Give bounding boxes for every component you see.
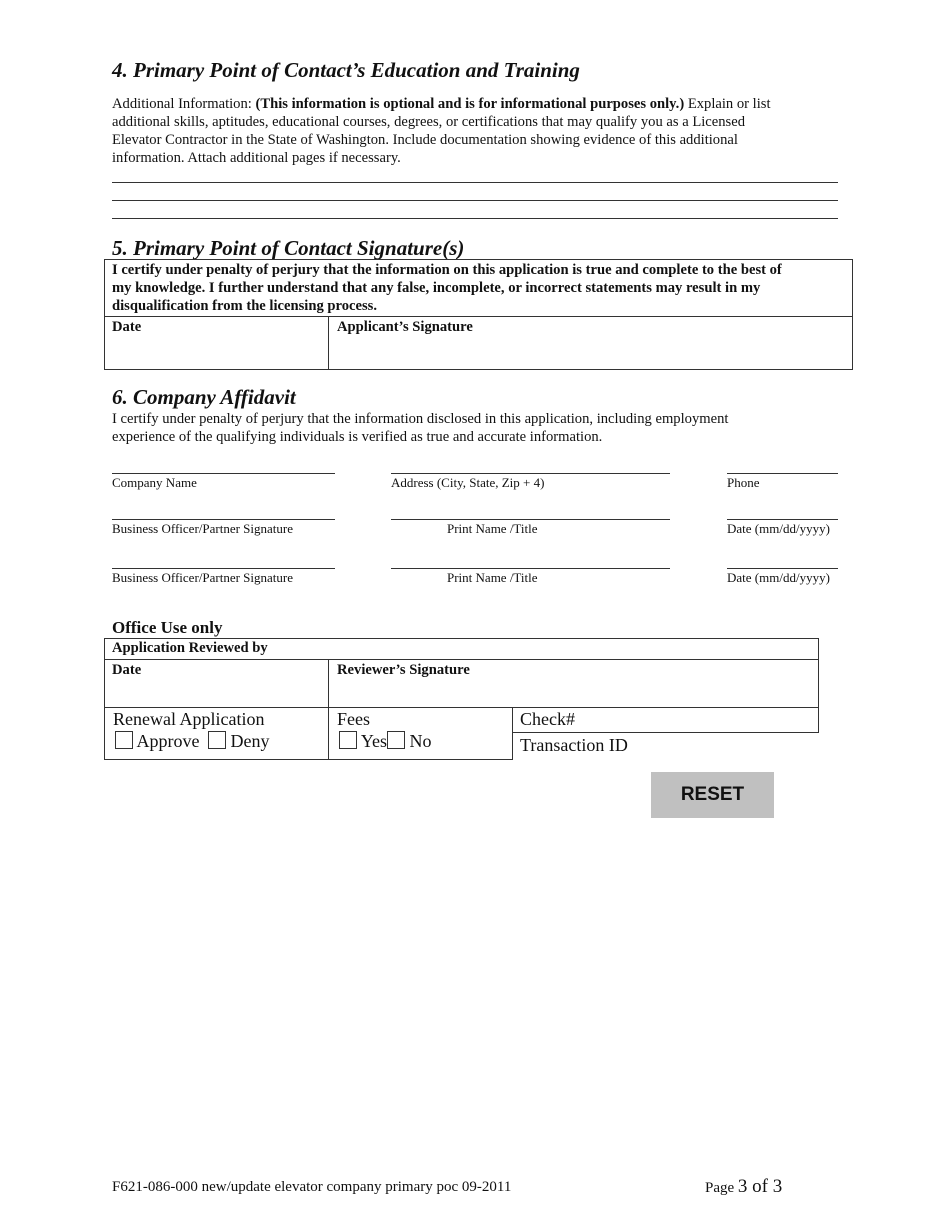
page-prefix: Page — [705, 1180, 738, 1196]
office-use-title: Office Use only — [112, 618, 223, 637]
approve-label: Approve — [136, 731, 200, 751]
officer-signature-label-1: Business Officer/Partner Signature — [112, 521, 293, 536]
company-name-field[interactable] — [112, 473, 335, 474]
phone-label: Phone — [727, 475, 760, 490]
certify-statement — [112, 261, 848, 315]
reset-button[interactable]: RESET — [651, 772, 774, 818]
optional-note: (This information is optional and is for informational purposes only.) — [255, 96, 685, 112]
affidavit-statement — [112, 410, 852, 446]
approve-deny-group — [115, 731, 270, 752]
section-6-title: 6. Company Affidavit — [112, 385, 296, 409]
print-name-field-2[interactable] — [391, 568, 670, 569]
address-label: Address (City, State, Zip + 4) — [391, 475, 545, 490]
additional-info-line-2[interactable] — [112, 200, 838, 201]
phone-field[interactable] — [727, 473, 838, 474]
officer-signature-label-2: Business Officer/Partner Signature — [112, 570, 293, 585]
date-label-2: Date (mm/dd/yyyy) — [727, 570, 830, 585]
fees-no-checkbox[interactable] — [387, 731, 405, 749]
officer-signature-field-1[interactable] — [112, 519, 335, 520]
check-number-label: Check# — [520, 709, 575, 729]
print-name-label-2: Print Name /Title — [447, 570, 538, 585]
company-name-label: Company Name — [112, 475, 197, 490]
section-5-title: 5. Primary Point of Contact Signature(s) — [112, 236, 465, 260]
additional-info-line-3[interactable] — [112, 218, 838, 219]
certify-line-2: my knowledge. I further understand that any false, incomplete, or incorrect statements may result in my — [112, 280, 761, 296]
date-field-1[interactable] — [727, 519, 838, 520]
print-name-label-1: Print Name /Title — [447, 521, 538, 536]
section-4-title: 4. Primary Point of Contact’s Education and Training — [112, 58, 580, 82]
date-label-1: Date (mm/dd/yyyy) — [727, 521, 830, 536]
fees-yes-checkbox[interactable] — [339, 731, 357, 749]
fees-label: Fees — [337, 709, 370, 729]
additional-info-prefix: Additional Information: — [112, 96, 256, 112]
section-4-instructions — [112, 95, 852, 167]
additional-info-line-1[interactable] — [112, 182, 838, 183]
affidavit-line-2: experience of the qualifying individuals is verified as true and accurate information. — [112, 429, 603, 445]
fees-yes-label: Yes — [360, 731, 388, 751]
fees-no-label: No — [409, 731, 432, 751]
transaction-id-label: Transaction ID — [520, 735, 628, 755]
deny-label: Deny — [230, 731, 270, 751]
date-field-2[interactable] — [727, 568, 838, 569]
print-name-field-1[interactable] — [391, 519, 670, 520]
certify-line-1: I certify under penalty of perjury that the information on this application is true and complete to the best of — [112, 262, 782, 278]
renewal-application-label: Renewal Application — [113, 709, 265, 729]
certify-line-3: disqualification from the licensing process. — [112, 298, 377, 314]
affidavit-line-1: I certify under penalty of perjury that the information disclosed in this application, including employment — [112, 411, 729, 427]
reviewed-by-label: Application Reviewed by — [112, 640, 268, 656]
applicant-signature-label: Applicant’s Signature — [337, 319, 473, 335]
deny-checkbox[interactable] — [208, 731, 226, 749]
instructions-line-2: additional skills, aptitudes, educational courses, degrees, or certifications that may qualify you as a Licensed — [112, 114, 746, 130]
page-of: of — [747, 1176, 773, 1197]
page-number — [705, 1176, 782, 1198]
address-field[interactable] — [391, 473, 670, 474]
review-date-label: Date — [112, 662, 142, 678]
fees-yes-no-group — [339, 731, 432, 752]
page-total: 3 — [772, 1176, 783, 1197]
officer-signature-field-2[interactable] — [112, 568, 335, 569]
applicant-date-label: Date — [112, 319, 142, 335]
office-status-divider — [328, 708, 329, 760]
approve-checkbox[interactable] — [115, 731, 133, 749]
instructions-line-1: Explain or list — [684, 96, 771, 112]
page-current: 3 — [737, 1176, 748, 1197]
reviewer-signature-label: Reviewer’s Signature — [337, 662, 470, 678]
instructions-line-4: information. Attach additional pages if necessary. — [112, 150, 401, 166]
instructions-line-3: Elevator Contractor in the State of Washington. Include documentation showing evidence of this additional — [112, 132, 738, 148]
form-id: F621-086-000 new/update elevator company primary poc 09-2011 — [112, 1179, 512, 1195]
